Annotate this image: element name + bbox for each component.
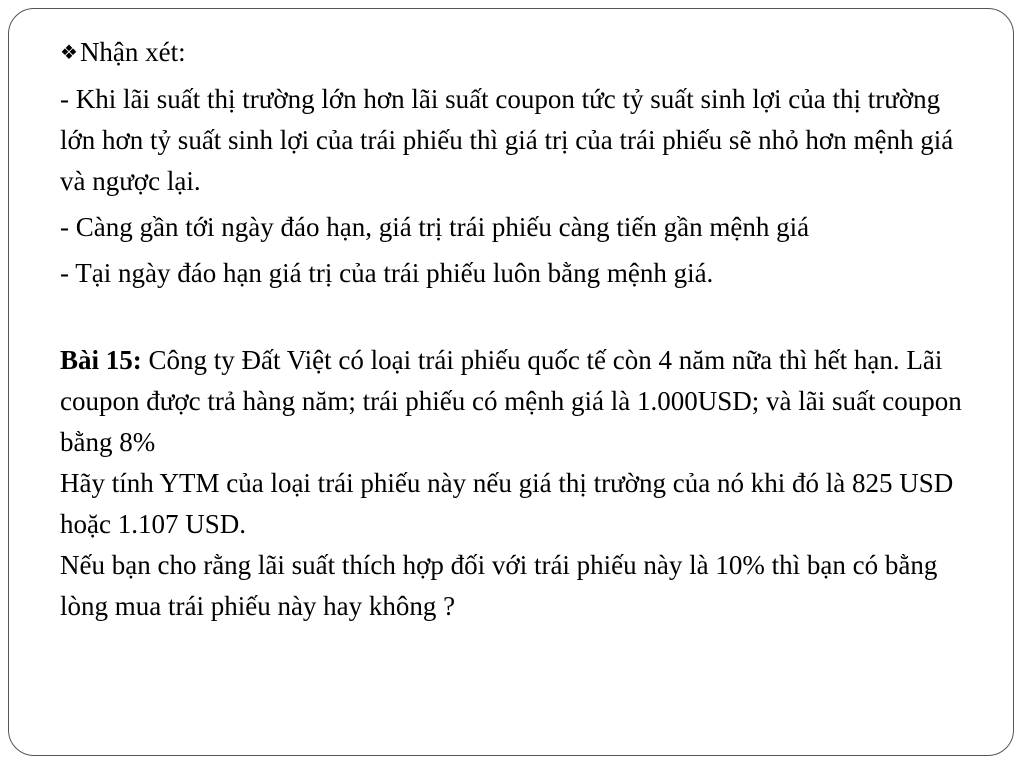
remarks-heading <box>60 32 970 74</box>
problem-statement-text: Công ty Đất Việt có loại trái phiếu quốc tế còn 4 năm nữa thì hết hạn. Lãi coupon được trả hàng năm; trái phiếu có mệnh giá là 1.000USD; và lãi suất coupon bằng 8% <box>60 345 962 457</box>
remark-item-1: - Khi lãi suất thị trường lớn hơn lãi suất coupon tức tỷ suất sinh lợi của thị trường lớn hơn tỷ suất sinh lợi của trái phiếu thì giá trị của trái phiếu sẽ nhỏ hơn mệnh giá và ngược lại. <box>60 84 954 196</box>
remark-item-3: - Tại ngày đáo hạn giá trị của trái phiếu luôn bằng mệnh giá. <box>60 258 714 288</box>
remark-item-2: - Càng gần tới ngày đáo hạn, giá trị trái phiếu càng tiến gần mệnh giá <box>60 212 810 242</box>
four-diamond-bullet-icon: ❖ <box>60 42 78 64</box>
section-spacer <box>60 299 970 340</box>
problem-statement <box>60 340 970 463</box>
remarks-heading-text: Nhận xét: <box>79 37 186 67</box>
problem-question-1: Hãy tính YTM của loại trái phiếu này nếu giá thị trường của nó khi đó là 825 USD hoặc 1.107 USD. <box>60 468 954 539</box>
slide-content <box>60 32 970 627</box>
problem-question-2: Nếu bạn cho rằng lãi suất thích hợp đối với trái phiếu này là 10% thì bạn có bằng lòng mua trái phiếu này hay không ? <box>60 550 938 621</box>
problem-block <box>60 340 970 627</box>
problem-label: Bài 15: <box>60 345 142 375</box>
